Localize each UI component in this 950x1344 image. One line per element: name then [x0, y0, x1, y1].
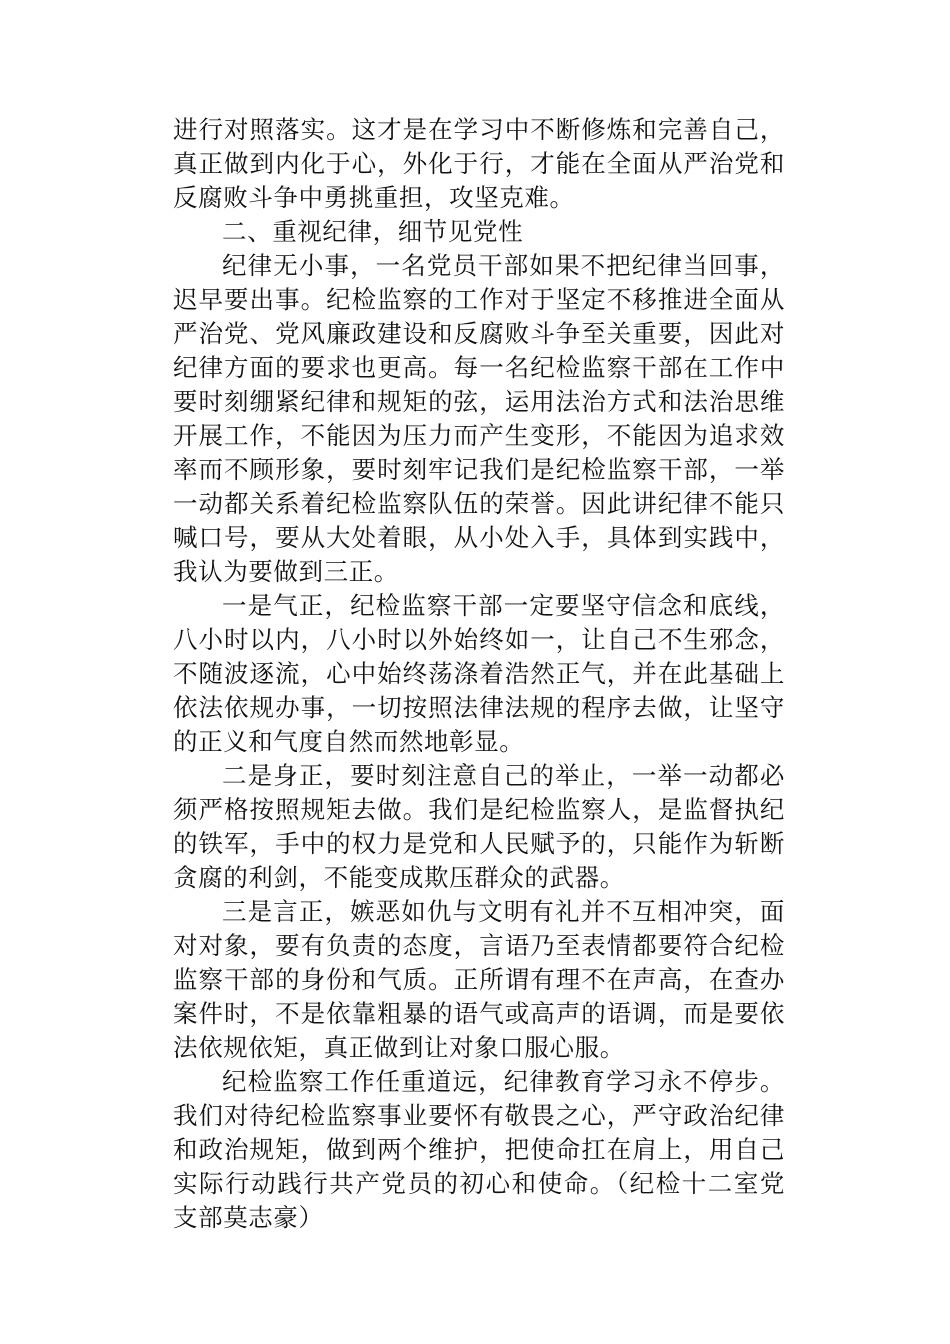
paragraph-discipline: 纪律无小事，一名党员干部如果不把纪律当回事，迟早要出事。纪检监察的工作对于坚定不移推进全面从严治党、党风廉政建设和反腐败斗争至关重要，因此对纪律方面的要求也更高。每一名纪检监察干部在工作中要时刻绷紧纪律和规矩的弦，运用法治方式和法治思维开展工作，不能因为压力而产生变形，不能因为追求效率而不顾形象，要时刻牢记我们是纪检监察干部，一举一动都关系着纪检监察队伍的荣誉。因此讲纪律不能只喊口号，要从大处着眼，从小处入手，具体到实践中，我认为要做到三正。 — [173, 251, 785, 586]
paragraph-continuation: 进行对照落实。这才是在学习中不断修炼和完善自己，真正做到内化于心，外化于行，才能在全面从严治党和反腐败斗争中勇挑重担，攻坚克难。 — [173, 115, 785, 212]
paragraph-shen-zheng: 二是身正，要时刻注意自己的举止，一举一动都必须严格按照规矩去做。我们是纪检监察人，是监督执纪的铁军，手中的权力是党和人民赋予的，只能作为斩断贪腐的利剑，不能变成欺压群众的武器。 — [173, 761, 785, 892]
document-body — [173, 113, 785, 1235]
paragraph-qi-zheng: 一是气正，纪检监察干部一定要坚守信念和底线，八小时以内，八小时以外始终如一，让自己不生邪念，不随波逐流，心中始终荡涤着浩然正气，并在此基础上依法依规办事，一切按照法律法规的程序去做，让坚守的正义和气度自然而然地彰显。 — [173, 591, 785, 756]
section-heading: 二、重视纪律，细节见党性 — [222, 217, 524, 246]
paragraph-conclusion: 纪检监察工作任重道远，纪律教育学习永不停步。我们对待纪检监察事业要怀有敬畏之心，严守政治纪律和政治规矩，做到两个维护，把使命扛在肩上，用自己实际行动践行共产党员的初心和使命。（纪检十二室党支部莫志豪） — [173, 1067, 785, 1232]
paragraph-yan-zheng: 三是言正，嫉恶如仇与文明有礼并不互相冲突，面对对象，要有负责的态度，言语乃至表情都要符合纪检监察干部的身份和气质。正所谓有理不在声高，在查办案件时，不是依靠粗暴的语气或高声的语调，而是要依法依规依矩，真正做到让对象口服心服。 — [173, 897, 785, 1062]
